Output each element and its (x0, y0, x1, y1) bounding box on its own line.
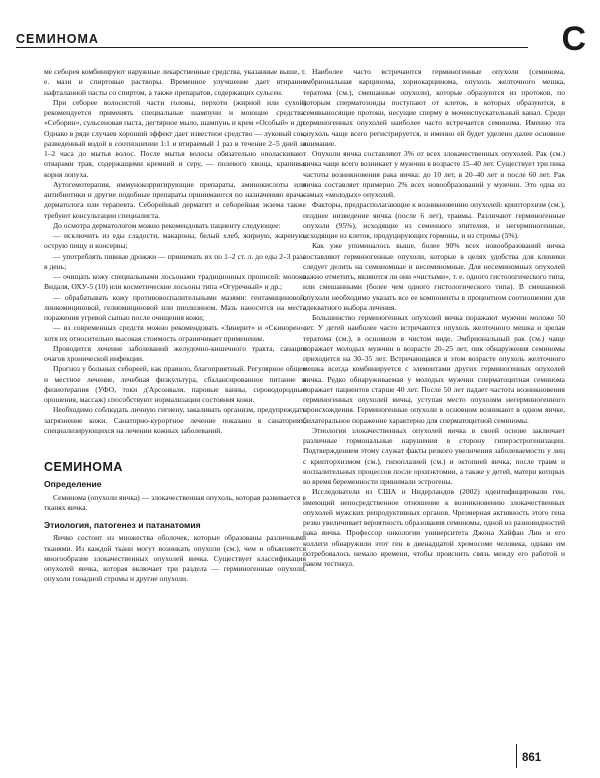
footer-divider (516, 744, 517, 768)
paragraph: Наиболее часто встречаются герминогенные опухоли (семинома, эмбриональная карцинома, хориокарцинома, опухоль желточного мешка, тератома (см.), смешанные опухоли), которые образуются из протоков, по которым сперматозоиды поступают от клеток, в которых образуются, в семявыносящие протоки, несущие сперму в мочеиспускательный канал. Среди герминогенных опухолей наиболее часто встречается семинома. Именно эта опухоль чаще всего регистрируется, и именно ей будет уделено далее основное внимание. (303, 67, 565, 148)
paragraph: Прогноз у больных себореей, как правило, благоприятный. Регулярное общее и местное лечение, лечебная физкультура, сбалансированное питание и физиотерапия (УФО, токи д'Арсонваля, паровые ванны, сероводородные орошения, массаж) способствуют нормализации состояния кожи. (44, 364, 306, 404)
list-item: — очищать кожу специальными лосьонами традиционных прописей: молоко Видаля, ОХУ-5 (10) или косметические лосьоны типа «Огуречный» и др.; (44, 272, 306, 292)
paragraph: Факторы, предрасполагающие к возникновению опухолей: крипторхизм (см.), позднее низведение яичка (после 6 лет), травмы. Различают герминогенные опухоли (95%), исходящие из семенного эпителия, и негерминогенные, исходящие из клеток, продуцирующих гормоны, и из стромы (5%). (303, 200, 565, 240)
subsection-title-definition: Определение (44, 479, 102, 490)
right-column (303, 67, 565, 569)
section-title: СЕМИНОМА (44, 460, 123, 474)
paragraph: Этиология злокачественных опухолей яичка в своей основе заключает различные гормональные нарушения в сторону гиперэстрогенизации. Подтверждением этому служат факты резкого увеличения заболеваемости у лиц с крипторхизмом (см.), гипоплазией (см.) и эктопией яичка, после травм и воспалительных процессов после орхиэктомии, а также у детей, матери которых во время беременности принимали эстрогены. (303, 425, 565, 486)
definition-text: Семинома (опухоли яичка) — злокачественная опухоль, которая развивается в тканях яичка. (44, 492, 306, 512)
section-letter: С (561, 20, 586, 58)
paragraph: Опухоли яичка составляют 3% от всех злокачественных опухолей. Рак (см.) яичка чаще всего возникает у мужчин в возрасте 15–40 лет. Существует три пика частоты возникновения рака яичка: до 10 лет, в 20–40 лет и после 60 лет. Рак яичка составляет примерно 2% всех новообразований у мужчин. Это одна из самых «молодых» опухолей. (303, 149, 565, 199)
running-title: СЕМИНОМА (16, 32, 99, 46)
paragraph: ме себорея комбинируют наружные лекарственные средства, указанные выше, т. е. мази и спиртовые растворы. Временное улучшение дает втирание нафталанной пасты со спиртом, а также препаратов, содержащих сульсен. (44, 67, 306, 97)
etiology-text: Яичко состоит из множества оболочек, которые образованы различными тканями. Из каждой ткани могут возникать опухоли (см.), чем и объясняется многообразие злокачественных опухолей яичка. Существует классификация опухолей яичка, которая включает три раздела — герминогенные опухоли, опухоли гонадной стромы и другие опухоли. (44, 533, 306, 584)
left-column (44, 67, 306, 585)
paragraph: Проводится лечение заболеваний желудочно-кишечного тракта, санация очагов хронической инфекции. (44, 343, 306, 363)
paragraph: Необходимо соблюдать личную гигиену, закаливать организм, предупреждать загрязнение кожи. Санаторно-курортное лечение показано в санаториях, специализирующихся на лечении кожных заболеваний. (44, 405, 306, 435)
list-item: — обрабатывать кожу противовоспалительными мазями: гентамициновой, линкомициновой, гелиомициновой или пиолизином. Мазь наносится на места поражения угревой сыпью после очищения кожи; (44, 292, 306, 322)
paragraph: Аутогемотерапия, иммунокорригирующие препараты, аминокислоты или антибиотики и другие подобные препараты принимаются по назначению врача-дерматолога или терапевта. Себорейный дерматит и себорейная экзема также требуют консультации специалиста. (44, 179, 306, 220)
list-item: — из современных средств можно рекомендовать «Зинерит» и «Скинорен», хотя их относительно высокая стоимость ограничивает применение. (44, 323, 306, 343)
subsection-title-etiology: Этиология, патогенез и патанатомия (44, 520, 201, 530)
paragraph: Исследователи из США и Нидерландов (2002) идентифицировали ген, имеющий непосредственное отношение к возникновению злокачественных опухолей мужских репродуктивных органов. Чрезмерная активность этого гена резко увеличивает вероятность образования семиномы, одной из разновидностей рака яичка. Профессор онкологии университета Джона Хайфан Лин и его коллеги обнаружили этот ген в двенадцатой хромосоме человека, однако им потребовалось немало времени, чтобы прояснить связь между его работой и раком тестикул. (303, 487, 565, 568)
list-item: — употреблять пивные дрожжи — принимать их по 1–2 ст. л. до еды 2–3 раза в день; (44, 251, 306, 271)
page-header (16, 20, 586, 58)
page-footer (522, 748, 541, 766)
paragraph: Как уже упоминалось выше, более 90% всех новообразований яичка составляют герминогенные опухоли, которые в целях удобства для клиники следует делить на семиномные и несеминомные. Для несеминомных опухолей важно отметить, являются ли они «чистыми», т. е. одного гистологического типа, или смешанными (более чем одного гистологического типа). В смешанной опухоли необходимо указать все ее компоненты в процентном соотношении для адекватного выбора лечения. (303, 241, 565, 312)
header-rule (16, 47, 528, 48)
paragraph: Большинство герминогенных опухолей яичка поражают мужчин моложе 50 лет. У детей наиболее часто встречаются опухоль желточного мешка и зрелая тератома (см.), в основном в чистом виде. Эмбриональный рак (см.) чаще поражает молодых мужчин в возрасте 20–25 лет, пик обнаружения семиномы приходится на 30–35 лет. Встречающаяся в этом возрасте опухоль желточного мешка всегда комбинируется с элементами других герминогенных опухолей яичка. Редко обнаруживаемая у молодых мужчин сперматоцитная семинома поражает пациентов старше 40 лет. После 50 лет падает частота возникновения герминогенных опухолей яичка, уступая место опухолям негерминогенного происхождения. Герминогенные опухоли в основном возникают в одном яичке, билатеральное поражение характерно для сперматоцитной семиномы. (303, 313, 565, 425)
paragraph: При себорее волосистой части головы, перхоти (жирной или сухой) рекомендуется применять специальные шампуни и моющие средства: «Себорин», сульсеновая паста, дегтярное мыло, шампунь и крем «Особый» и др. Однако в ряде случаев хороший эффект дает известное средство — луковый сок, разведенный водой в соотношении 1:1 и втираемый 1 раз в течение 2–5 дней за 1–2 часа до мытья волос. После мытья волосы обязательно ополаскивают отварами трав, содержащими кремний и серу, — полевого хвоща, крапивы, корня лопуха. (44, 97, 306, 179)
page-number: 861 (522, 752, 542, 764)
paragraph: До осмотра дерматологом можно рекомендовать пациенту следующее: (53, 220, 281, 230)
list-item: — исключить из еды сладости, макароны, белый хлеб, жирную, жареную, острую пищу и консервы; (44, 231, 306, 251)
